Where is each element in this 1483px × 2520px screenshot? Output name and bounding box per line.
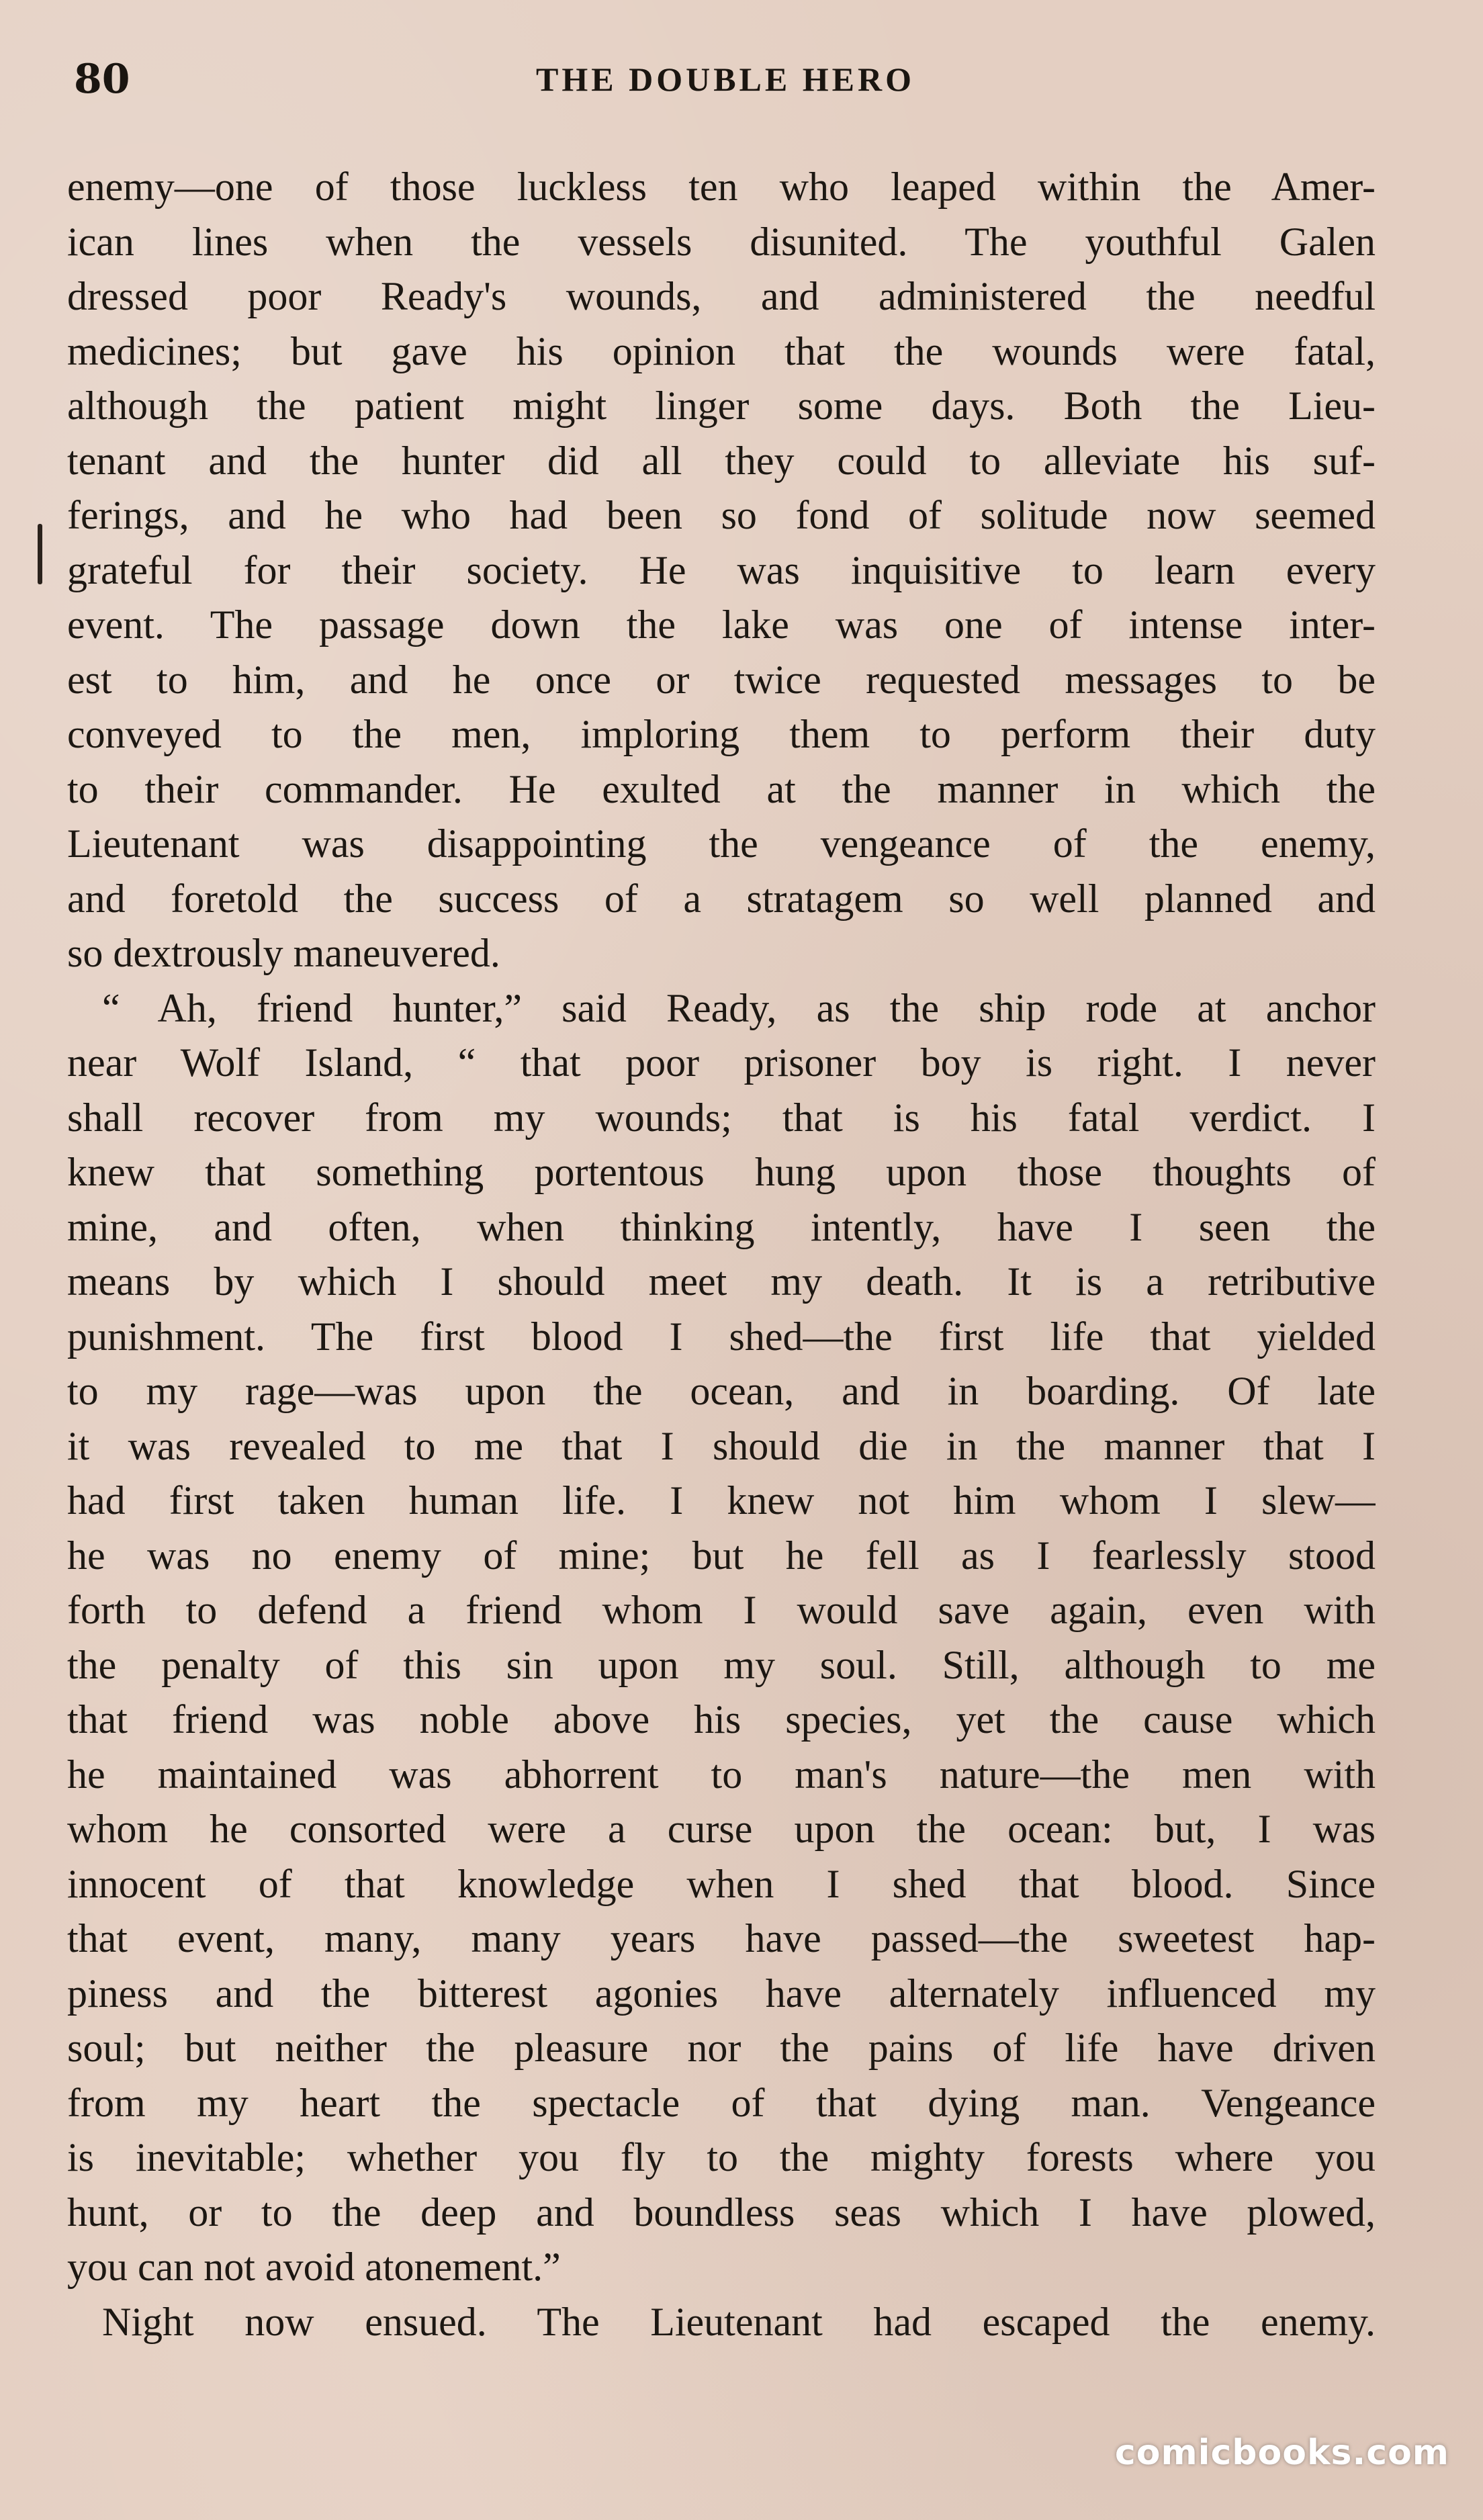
watermark: comicbooks.com	[1114, 2433, 1449, 2473]
text-line: means by which I should meet my death. It is a retributive	[67, 1259, 1376, 1304]
text-line: ferings, and he who had been so fond of solitude now seemed	[67, 493, 1376, 537]
text-line: from my heart the spectacle of that dying man. Vengeance	[67, 2080, 1376, 2125]
text-line: he maintained was abhorrent to man's nature—the men with	[67, 1752, 1376, 1797]
text-line: medicines; but gave his opinion that the wounds were fatal,	[67, 328, 1376, 373]
text-line: knew that something portentous hung upon those thoughts of	[67, 1150, 1376, 1194]
text-line: ican lines when the vessels disunited. The youthful Galen	[67, 219, 1376, 264]
page-header	[67, 52, 1384, 106]
text-line: conveyed to the men, imploring them to perform their duty	[67, 712, 1376, 756]
text-line: it was revealed to me that I should die in the manner that I	[67, 1423, 1376, 1468]
body-text	[67, 160, 1376, 2349]
text-line: whom he consorted were a curse upon the ocean: but, I was	[67, 1807, 1376, 1851]
text-line: grateful for their society. He was inquisitive to learn every	[67, 547, 1376, 592]
text-line: although the patient might linger some days. Both the Lieu-	[67, 384, 1376, 428]
text-line: event. The passage down the lake was one of intense inter-	[67, 602, 1376, 647]
text-line: had first taken human life. I knew not him whom I slew—	[67, 1478, 1376, 1523]
text-line: soul; but neither the pleasure nor the pains of life have driven	[67, 2026, 1376, 2070]
text-line: to my rage—was upon the ocean, and in boarding. Of late	[67, 1369, 1376, 1413]
text-line: to their commander. He exulted at the manner in which the	[67, 766, 1376, 811]
text-line: shall recover from my wounds; that is his fatal verdict. I	[67, 1095, 1376, 1140]
text-line: the penalty of this sin upon my soul. Still, although to me	[67, 1642, 1376, 1687]
text-line: mine, and often, when thinking intently, have I seen the	[67, 1204, 1376, 1249]
text-line: hunt, or to the deep and boundless seas which I have plowed,	[67, 2190, 1376, 2235]
text-line: he was no enemy of mine; but he fell as I fearlessly stood	[67, 1533, 1376, 1578]
text-line: piness and the bitterest agonies have alternately influenced my	[67, 1971, 1376, 2016]
text-line: so dextrously maneuvered.	[67, 931, 500, 975]
text-line: and foretold the success of a stratagem so well planned and	[67, 876, 1376, 921]
text-line: is inevitable; whether you fly to the mighty forests where you	[67, 2135, 1376, 2179]
running-head: THE DOUBLE HERO	[536, 60, 915, 98]
text-line: Night now ensued. The Lieutenant had escaped the enemy.	[102, 2299, 1376, 2344]
text-line: est to him, and he once or twice requested messages to be	[67, 657, 1376, 702]
text-line: dressed poor Ready's wounds, and administered the needful	[67, 274, 1376, 318]
text-line: “ Ah, friend hunter,” said Ready, as the ship rode at anchor	[102, 985, 1376, 1030]
text-line: you can not avoid atonement.”	[67, 2245, 561, 2289]
text-line: near Wolf Island, “ that poor prisoner boy is right. I never	[67, 1040, 1376, 1085]
text-line: that event, many, many years have passed—the sweetest hap-	[67, 1916, 1376, 1961]
text-line: tenant and the hunter did all they could to alleviate his suf-	[67, 438, 1376, 483]
text-line: enemy—one of those luckless ten who leaped within the Amer-	[67, 165, 1376, 209]
text-line: innocent of that knowledge when I shed that blood. Since	[67, 1861, 1376, 1906]
text-line: forth to defend a friend whom I would save again, even with	[67, 1588, 1376, 1632]
text-line: that friend was noble above his species, yet the cause which	[67, 1697, 1376, 1742]
text-line: Lieutenant was disappointing the vengeance of the enemy,	[67, 821, 1376, 866]
text-line: punishment. The first blood I shed—the first life that yielded	[67, 1314, 1376, 1359]
page-number: 80	[74, 56, 130, 103]
margin-pencil-mark	[38, 524, 42, 584]
